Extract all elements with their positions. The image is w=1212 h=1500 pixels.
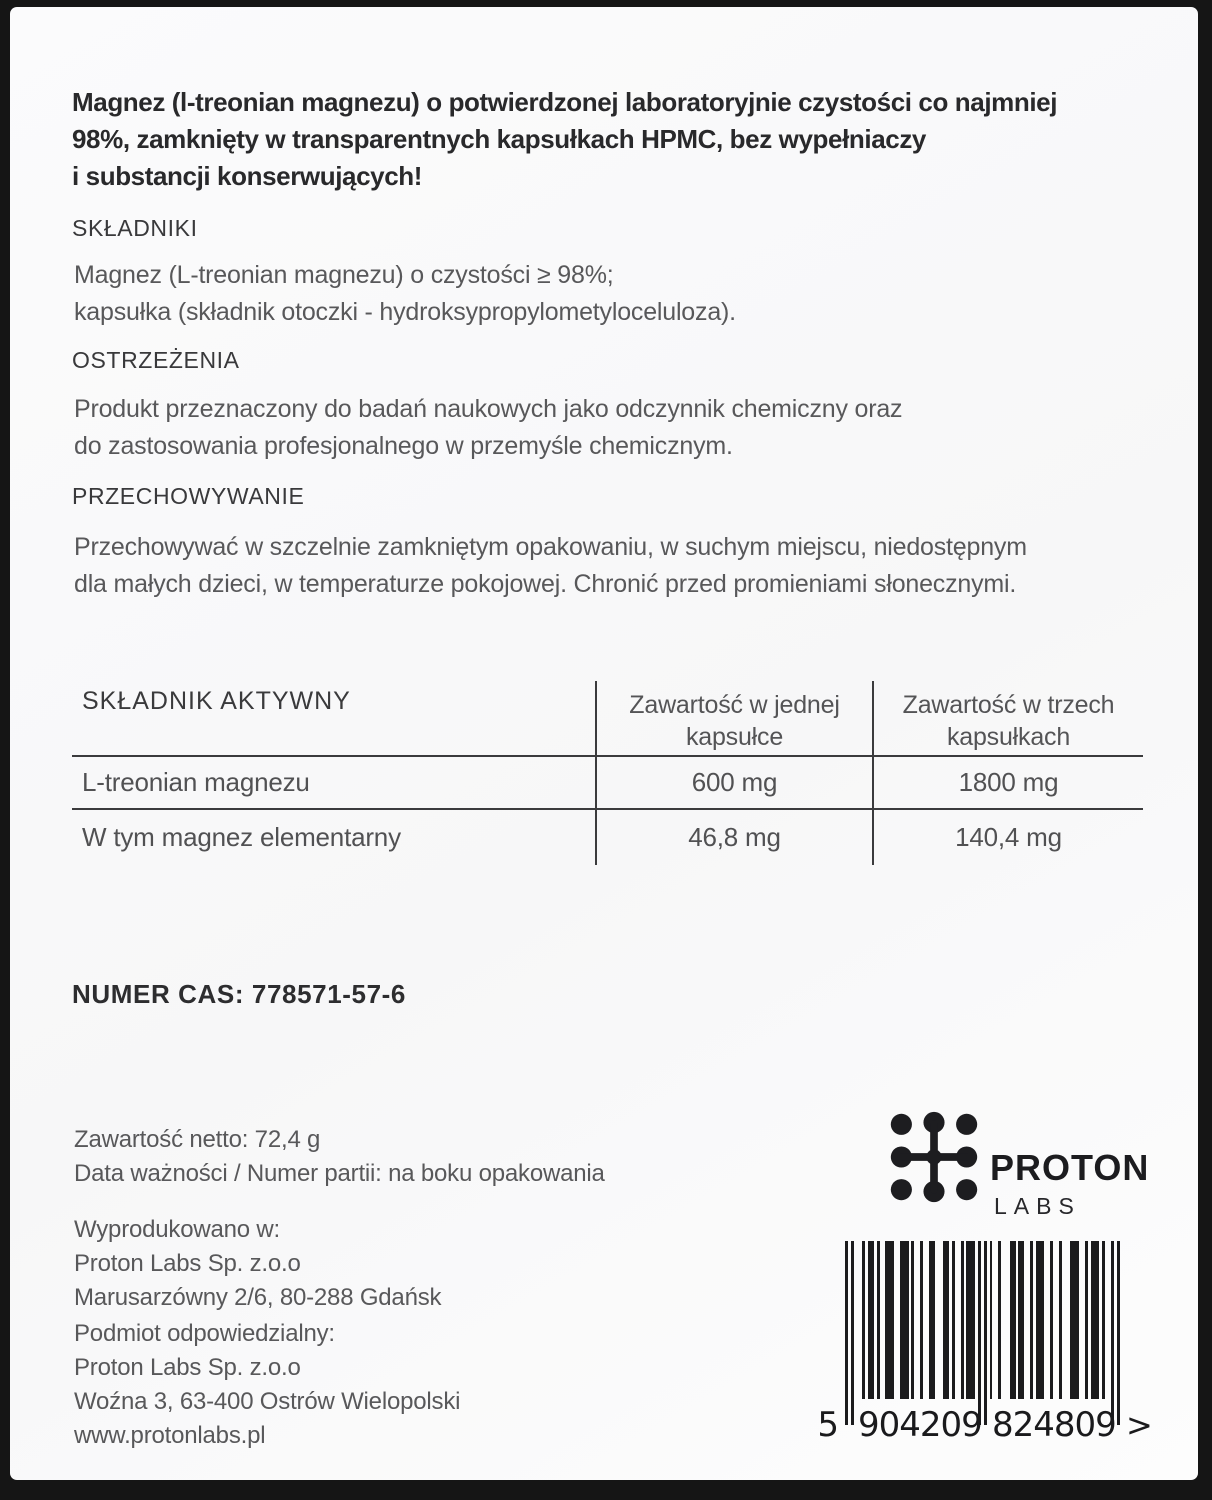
table-title: SKŁADNIK AKTYWNY xyxy=(82,687,351,715)
brand-name: PROTON xyxy=(990,1147,1150,1188)
warnings-line-1: Produkt przeznaczony do badań naukowych jako odczynnik chemiczny oraz xyxy=(74,395,903,423)
table-row-value-per-capsule: 46,8 mg xyxy=(595,808,872,865)
barcode-bars xyxy=(845,1241,1120,1425)
responsible-heading: Podmiot odpowiedzialny: xyxy=(74,1320,335,1347)
table-row-name: L-treonian magnezu xyxy=(72,755,595,808)
barcode xyxy=(808,1241,1180,1453)
brand-logo xyxy=(886,1107,1186,1227)
col-header-line: kapsułce xyxy=(685,723,784,751)
table-col-header-three-capsules xyxy=(872,681,1143,755)
barcode-trailing-mark: > xyxy=(1126,1406,1152,1444)
col-header-line: Zawartość w jednej xyxy=(629,691,840,719)
brand-sub-name: LABS xyxy=(994,1193,1081,1219)
active-ingredient-table xyxy=(72,681,1143,865)
claim-line-3: i substancji konserwujących! xyxy=(72,161,423,191)
table-row-value-per-three: 1800 mg xyxy=(872,755,1143,808)
product-label xyxy=(10,7,1198,1480)
website-url: www.protonlabs.pl xyxy=(74,1422,266,1449)
net-content-block xyxy=(74,1123,605,1191)
barcode-digits-group1: 904209 xyxy=(858,1405,982,1445)
col-header-line: Zawartość w trzech xyxy=(902,691,1115,719)
warnings-text xyxy=(74,391,902,465)
col-header-line: kapsułkach xyxy=(946,723,1071,751)
barcode-digit-prefix: 5 xyxy=(817,1405,838,1445)
storage-line-2: dla małych dzieci, w temperaturze pokojowej. Chronić przed promieniami słonecznymi. xyxy=(74,570,1017,598)
molecule-dots-icon xyxy=(886,1109,982,1205)
responsible-address: Woźna 3, 63-400 Ostrów Wielopolski xyxy=(74,1388,461,1415)
storage-heading: PRZECHOWYWANIE xyxy=(72,483,305,509)
ingredients-line-2: kapsułka (składnik otoczki - hydroksypropylometyloceluloza). xyxy=(74,298,736,326)
product-claim xyxy=(72,84,1057,195)
expiry-batch-note: Data ważności / Numer partii: na boku opakowania xyxy=(74,1160,605,1187)
manufacturer-name: Proton Labs Sp. z.o.o xyxy=(74,1250,301,1277)
table-row-value-per-three: 140,4 mg xyxy=(872,808,1143,865)
manufacturer-heading: Wyprodukowano w: xyxy=(74,1216,281,1243)
table-col-header-one-capsule xyxy=(595,681,872,755)
responsible-name: Proton Labs Sp. z.o.o xyxy=(74,1354,301,1381)
ingredients-text xyxy=(74,257,736,331)
ingredients-heading: SKŁADNIKI xyxy=(72,215,198,241)
warnings-heading: OSTRZEŻENIA xyxy=(72,347,240,373)
storage-line-1: Przechowywać w szczelnie zamkniętym opakowaniu, w suchym miejscu, niedostępnym xyxy=(74,533,1027,561)
manufacturer-block xyxy=(74,1213,441,1315)
storage-text xyxy=(74,529,1027,603)
warnings-line-2: do zastosowania profesjonalnego w przemyśle chemicznym. xyxy=(74,432,733,460)
responsible-entity-block xyxy=(74,1317,460,1453)
cas-number: NUMER CAS: 778571-57-6 xyxy=(72,979,406,1009)
claim-line-2: 98%, zamknięty w transparentnych kapsułkach HPMC, bez wypełniaczy xyxy=(72,124,926,154)
table-row-name: W tym magnez elementarny xyxy=(72,808,595,865)
net-content: Zawartość netto: 72,4 g xyxy=(74,1126,321,1153)
manufacturer-address: Marusarzówny 2/6, 80-288 Gdańsk xyxy=(74,1284,442,1311)
barcode-digits-group2: 824809 xyxy=(992,1405,1116,1445)
ingredients-line-1: Magnez (L-treonian magnezu) o czystości ≥ 98%; xyxy=(74,261,614,289)
table-row-value-per-capsule: 600 mg xyxy=(595,755,872,808)
claim-line-1: Magnez (l-treonian magnezu) o potwierdzonej laboratoryjnie czystości co najmniej xyxy=(72,87,1058,117)
